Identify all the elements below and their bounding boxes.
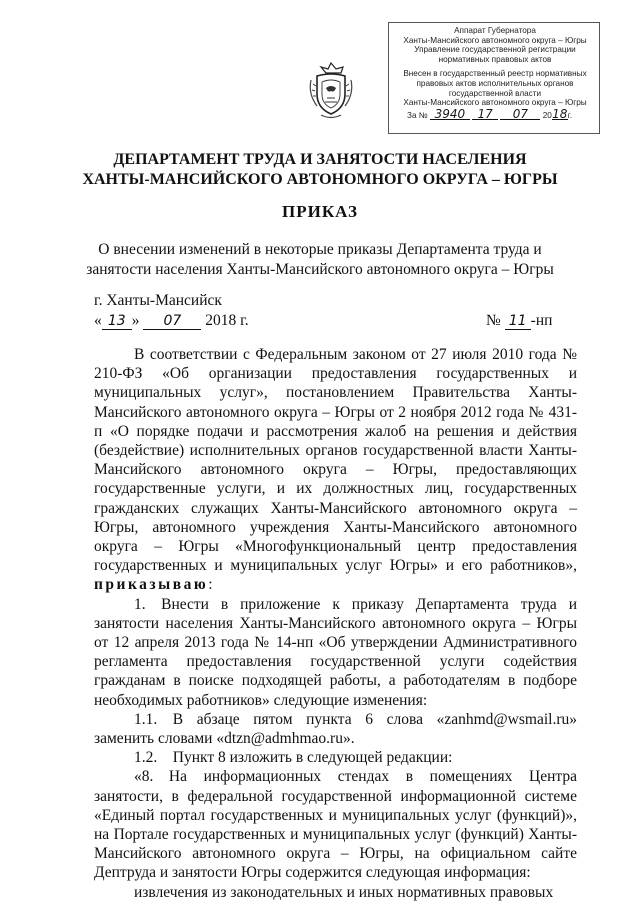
stamp-reg-prefix: За № [407,110,428,120]
place-of-issue: г. Ханты-Мансийск [94,292,222,309]
document-type-title: ПРИКАЗ [282,202,358,221]
clause-8-text: «8. На информационных стендах в помещениях Центра занятости, в федеральной государственной информационной системе «Единый портал государственных и муниципальных услуг (функций)», на Портале государственных и муниципальных услуг (функций) Ханты-Мансийского автономного округа – Югры, на официальном сайте Дептруда и занятости Югры содержится следующая информация: [94,768,577,882]
clause-1-1: 1.1. В абзаце пятом пункта 6 слова «zanhmd@wsmail.ru» заменить словами «dtzn@admhmao.ru». [94,710,577,748]
date-year: 2018 г. [205,312,249,329]
department-name [40,150,600,190]
order-date [94,312,249,330]
clause-1: 1. Внести в приложение к приказу Департамента труда и занятости населения Ханты-Мансийского автономного округа – Югры от 12 апреля 2013 года № 14-нп «Об утверждении Административного регламента предоставления государственной услуги содействия гражданам в поиске подходящей работы, а работодателям в подборе необходимых работников» следующие изменения: [94,595,577,709]
stamp-reg-year-prefix: 20 [542,110,552,120]
stamp-reg-day: 17 [472,110,498,121]
order-body [94,345,577,902]
department-name-line: ХАНТЫ-МАНСИЙСКОГО АВТОНОМНОГО ОКРУГА – ЮГРЫ [82,171,558,188]
stamp-reg-line: государственной власти [448,88,542,98]
clause-1-2: 1.2. Пункт 8 изложить в следующей редакции: [134,749,453,767]
command-word: приказываю [94,576,209,594]
stamp-org-line: Аппарат Губернатора [454,26,536,35]
stamp-org-line: нормативных правовых актов [438,54,552,64]
stamp-reg-year-end: г. [567,110,573,120]
order-number-prefix: № [486,312,501,329]
department-name-line: ДЕПАРТАМЕНТ ТРУДА И ЗАНЯТОСТИ НАСЕЛЕНИЯ [113,151,527,168]
stamp-org-line: Ханты-Мансийского автономного округа – Югры [403,35,587,45]
date-day: 13 [102,313,132,330]
order-number-suffix: -нп [530,312,553,329]
command-colon: : [208,576,213,594]
order-number [486,312,552,330]
stamp-reg-number: 3940 [430,110,470,121]
stamp-reg-month: 07 [500,110,540,121]
order-subject-line: О внесении изменений в некоторые приказы Департамента труда и [98,241,542,258]
stamp-org-line: Управление государственной регистрации [414,45,576,55]
stamp-reg-line: правовых актов исполнительных органов [416,78,574,88]
order-subject-line: занятости населения Ханты-Мансийского автономного округа – Югры [86,261,554,278]
date-open-quote: « [94,312,102,329]
stamp-registration-entry [395,106,595,121]
preamble-paragraph [94,345,577,595]
date-month: 07 [143,313,201,330]
order-number-value: 11 [505,313,531,330]
stamp-reg-line: Внесен в государственный реестр нормативных [403,69,587,79]
preamble-text: В соответствии с Федеральным законом от 27 июля 2010 года № 210-ФЗ «Об организации предоставления государственных и муниципальных услуг», постановлением Правительства Ханты-Мансийского автономного округа – Югры от 2 ноября 2012 года № 431-п «О порядке подачи и рассмотрения жалоб на решения и действия (бездействие) исполнительных органов государственной власти Ханты-Мансийского автономного округа – Югры, предоставляющих государственные услуги, и их должностных лиц, государственных гражданских служащих Ханты-Мансийского автономного округа – Югры, автономного учреждения Ханты-Мансийского автономного округа – Югры «Многофункциональный центр предоставления государственных и муниципальных услуг Югры» и его работников», [94,346,577,575]
stamp-reg-line: Ханты-Мансийского автономного округа – Югры [403,98,587,108]
date-close-quote: » [131,312,140,329]
coat-of-arms-emblem [305,60,357,120]
stamp-reg-year-suffix: 18 [552,106,568,121]
clause-continuation: извлечения из законодательных и иных нормативных правовых [134,883,554,901]
order-subject [40,240,600,280]
registration-stamp [388,22,600,134]
